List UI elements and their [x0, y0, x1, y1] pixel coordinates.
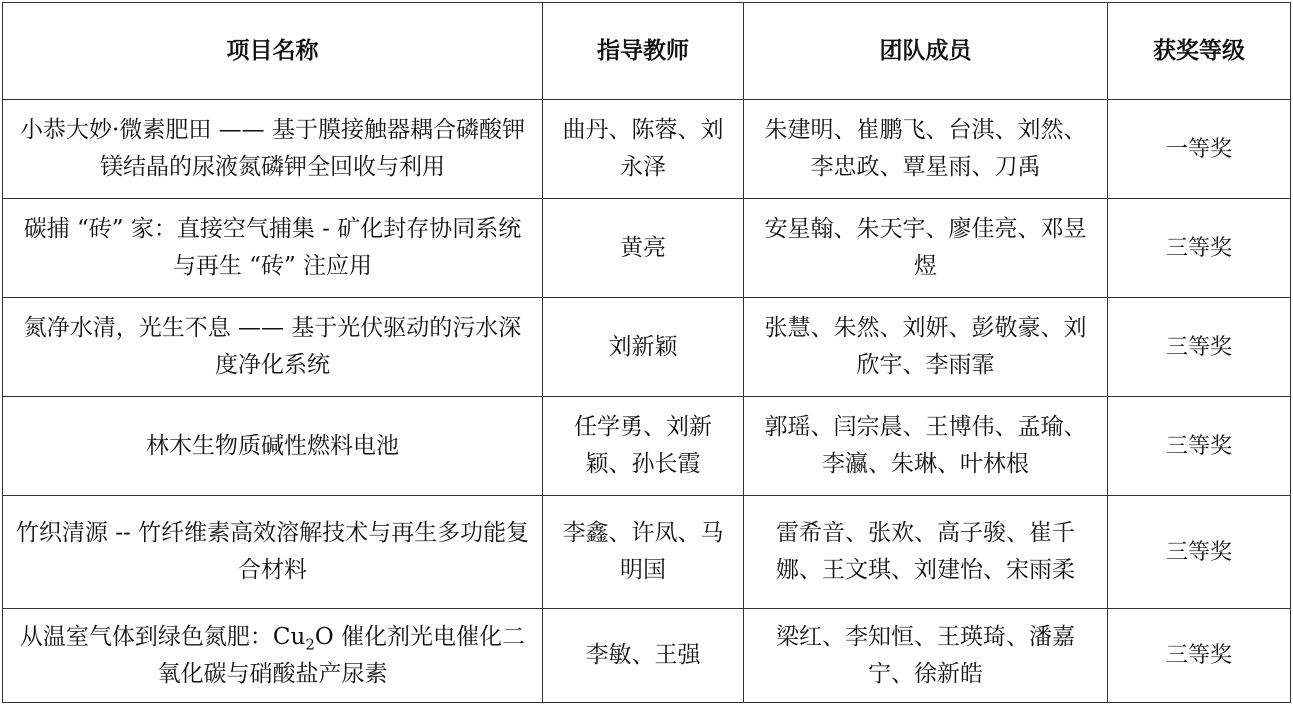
award-cell: 三等奖: [1108, 298, 1291, 397]
members-cell: 梁红、李知恒、王瑛琦、潘嘉宁、徐新皓: [744, 609, 1108, 703]
table-row: [3, 199, 1291, 298]
project-name-part: 从温室气体到绿色氮肥：Cu: [19, 623, 306, 650]
advisor-cell: 刘新颖: [543, 298, 744, 397]
awards-table: [2, 2, 1291, 703]
members-cell: 郭瑶、闫宗晨、王博伟、孟瑜、李瀛、朱琳、叶林根: [744, 397, 1108, 496]
award-cell: 一等奖: [1108, 100, 1291, 199]
members-cell: 张慧、朱然、刘妍、彭敬豪、刘欣宇、李雨霏: [744, 298, 1108, 397]
award-cell: 三等奖: [1108, 496, 1291, 609]
header-award: 获奖等级: [1108, 3, 1291, 100]
award-cell: 三等奖: [1108, 397, 1291, 496]
advisor-cell: 任学勇、刘新颖、孙长霞: [543, 397, 744, 496]
header-members: 团队成员: [744, 3, 1108, 100]
members-cell: 朱建明、崔鹏飞、台淇、刘然、李忠政、覃星雨、刀禹: [744, 100, 1108, 199]
table-header-row: [3, 3, 1291, 100]
table-row: [3, 298, 1291, 397]
project-name-part: O 催化剂光电催化二氧化碳与硝酸盐产尿素: [157, 623, 526, 687]
advisor-cell: 黄亮: [543, 199, 744, 298]
table-row: [3, 397, 1291, 496]
advisor-cell: 李敏、王强: [543, 609, 744, 703]
project-name: 氮净水清，光生不息 —— 基于光伏驱动的污水深度净化系统: [3, 298, 543, 397]
project-name: 碳捕 “砖” 家：直接空气捕集 - 矿化封存协同系统与再生 “砖” 注应用: [3, 199, 543, 298]
subscript-2: 2: [305, 635, 315, 654]
members-cell: 雷希音、张欢、高子骏、崔千娜、王文琪、刘建怡、宋雨柔: [744, 496, 1108, 609]
header-project: 项目名称: [3, 3, 543, 100]
project-name: [3, 609, 543, 703]
table-row: [3, 496, 1291, 609]
table-row: [3, 609, 1291, 703]
members-cell: 安星翰、朱天宇、廖佳亮、邓昱煜: [744, 199, 1108, 298]
advisor-cell: 李鑫、许凤、马明国: [543, 496, 744, 609]
project-name: 林木生物质碱性燃料电池: [3, 397, 543, 496]
award-cell: 三等奖: [1108, 199, 1291, 298]
project-name: 小恭大妙·微素肥田 —— 基于膜接触器耦合磷酸钾镁结晶的尿液氮磷钾全回收与利用: [3, 100, 543, 199]
header-advisor: 指导教师: [543, 3, 744, 100]
project-name: 竹织清源 -- 竹纤维素高效溶解技术与再生多功能复合材料: [3, 496, 543, 609]
advisor-cell: 曲丹、陈蓉、刘永泽: [543, 100, 744, 199]
table-row: [3, 100, 1291, 199]
award-cell: 三等奖: [1108, 609, 1291, 703]
